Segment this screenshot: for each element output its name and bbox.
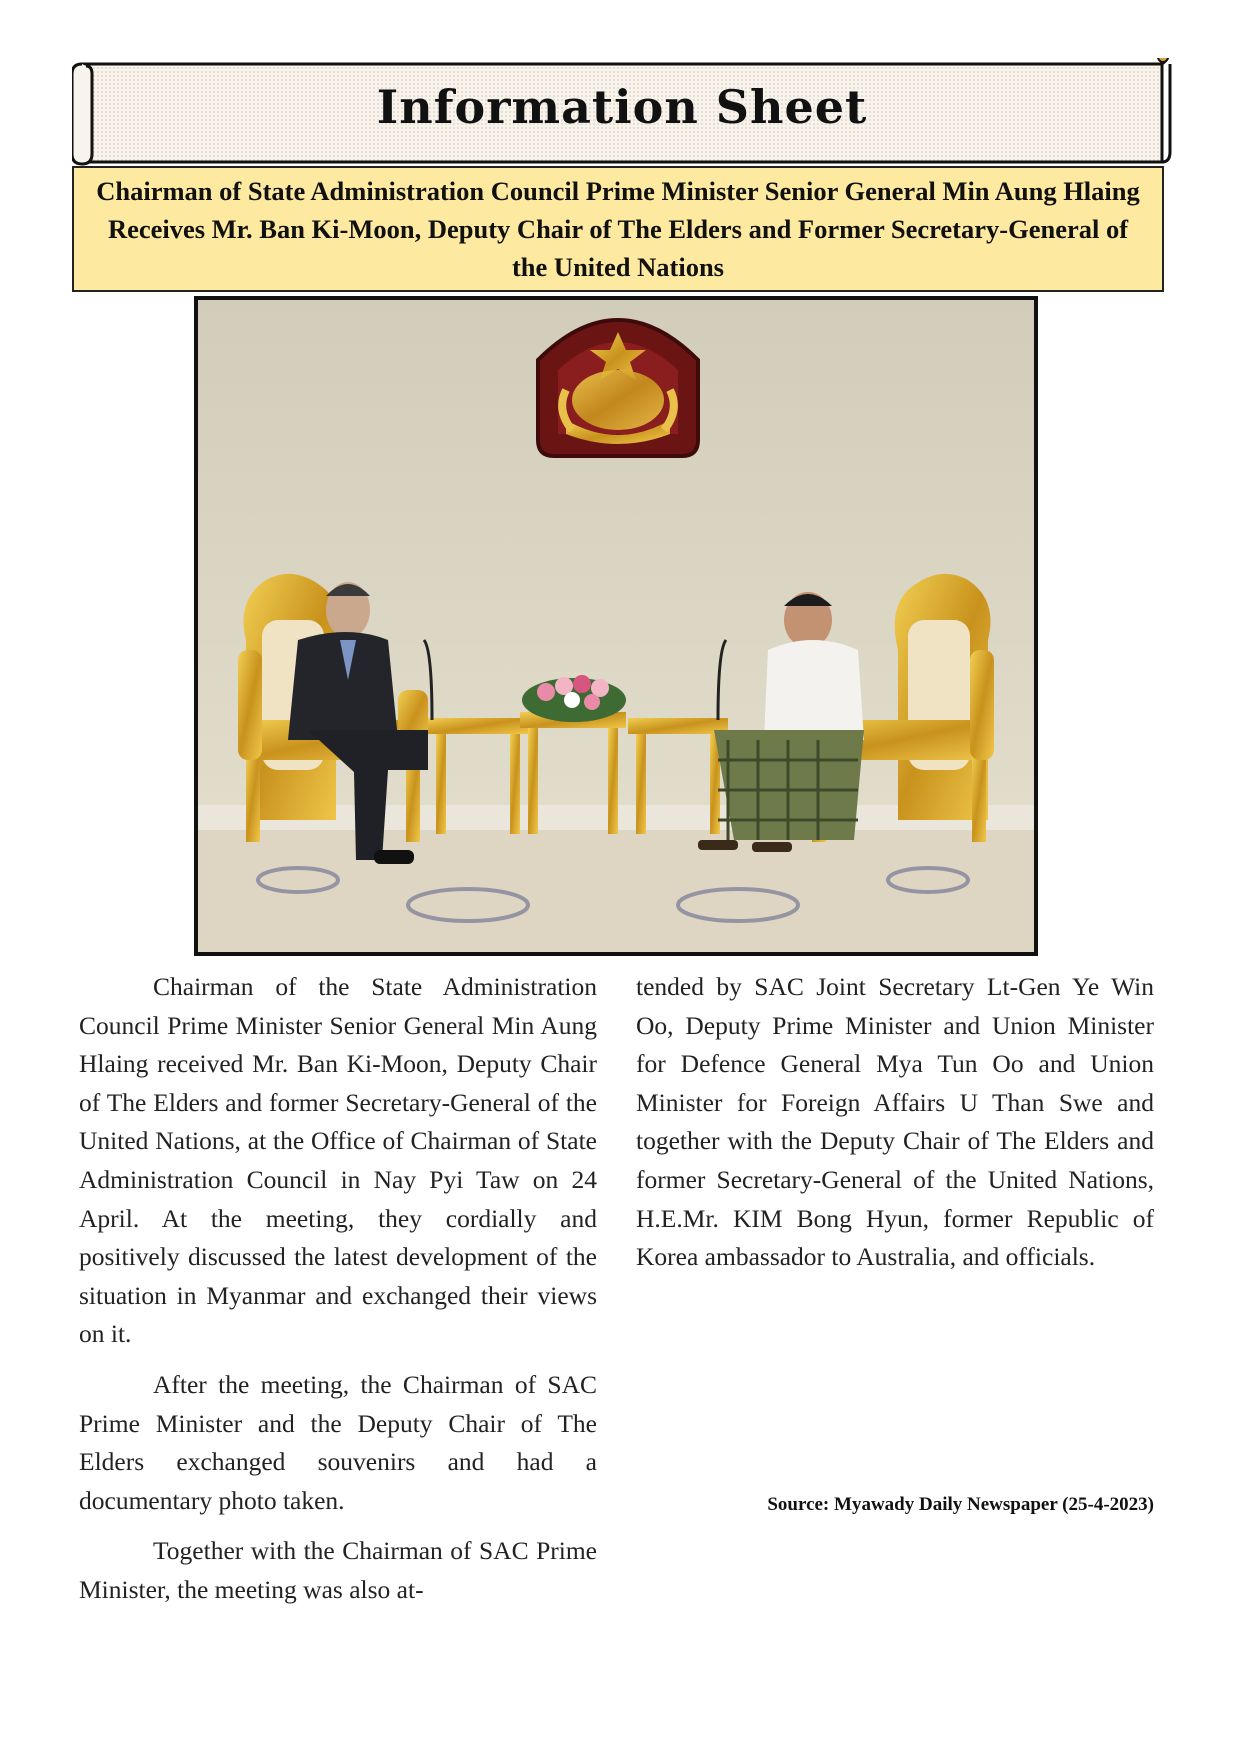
state-seal-emblem	[538, 320, 698, 456]
article-paragraph-2: After the meeting, the Chairman of SAC Prime Minister and the Deputy Chair of The Elders exchanged souvenirs and had a documentary photo taken.	[79, 1369, 597, 1515]
article-paragraph-1: Chairman of the State Administration Council Prime Minister Senior General Min Aung Hlaing received Mr. Ban Ki-Moon, Deputy Chair of The Elders and former Secretary-General of the United Nations, at the Office of Chairman of State Administration Council in Nay Pyi Taw on 24 April. At the meeting, they cordially and positively discussed the latest development of the situation in Myanmar and exchanged their views on it.	[79, 972, 597, 1349]
article-left-column	[79, 968, 597, 1622]
headline-text: Chairman of State Administration Council Prime Minister Senior General Min Aung Hlaing Receives Mr. Ban Ki-Moon, Deputy Chair of The Elders and Former Secretary-General of the United Nations	[96, 176, 1140, 282]
article-paragraph-3-continued: tended by SAC Joint Secretary Lt-Gen Ye Win Oo, Deputy Prime Minister and Union Minister for Defence General Mya Tun Oo and Union Minister for Foreign Affairs U Than Swe and together with the Deputy Chair of The Elders and former Secretary-General of the United Nations, H.E.Mr. KIM Bong Hyun, former Republic of Korea ambassador to Australia, and officials.	[636, 972, 1154, 1272]
source-credit: Source: Myawady Daily Newspaper (25-4-2023)	[767, 1494, 1154, 1515]
article-right-column	[636, 968, 1154, 1289]
title-banner	[72, 58, 1172, 166]
article-paragraph-3: Together with the Chairman of SAC Prime Minister, the meeting was also at-	[79, 1536, 597, 1604]
page-title: Information Sheet	[376, 80, 868, 134]
meeting-photo	[194, 296, 1038, 956]
meeting-photo-illustration	[198, 300, 1034, 952]
headline-box	[72, 166, 1164, 292]
